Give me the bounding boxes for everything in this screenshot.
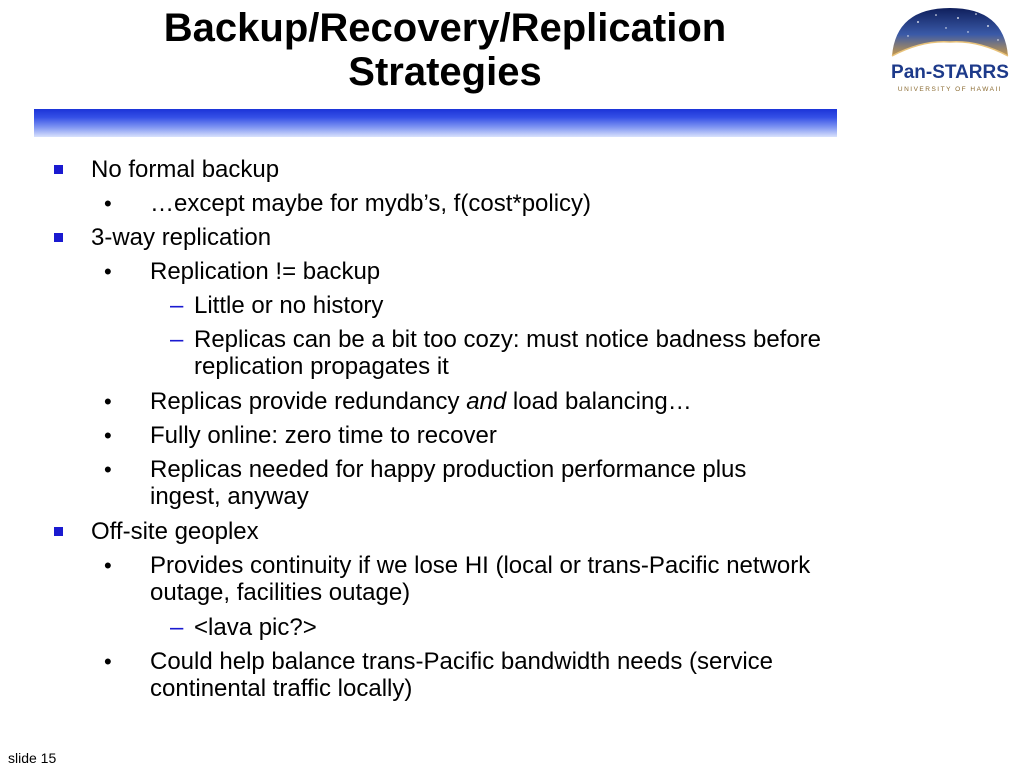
slide-number: slide 15 [8, 750, 57, 766]
dot-bullet-icon: • [104, 423, 112, 448]
bullet-text-emphasis: and [466, 388, 507, 415]
square-bullet-icon [54, 527, 63, 536]
bullet-text-line2: outage, facilities outage) [150, 579, 411, 606]
logo-wordmark: Pan-STARRS [891, 62, 1009, 83]
dot-bullet-icon: • [104, 553, 112, 578]
dot-bullet-icon: • [104, 259, 112, 284]
square-bullet-icon [54, 233, 63, 242]
bullet-item [104, 456, 747, 510]
pan-starrs-logo [888, 6, 1012, 98]
bullet-text-line2: ingest, anyway [150, 483, 309, 510]
slide-title-line1: Backup/Recovery/Replication [163, 6, 727, 50]
bullet-item [91, 518, 259, 545]
bullet-item [91, 156, 279, 183]
bullet-text: Fully online: zero time to recover [150, 422, 497, 449]
bullet-item [104, 388, 692, 415]
bullet-text-part1: Replicas provide redundancy [150, 388, 467, 415]
bullet-item [104, 190, 592, 217]
bullet-item [104, 422, 497, 449]
bullet-text-line1: Replicas needed for happy production performance plus [150, 456, 747, 483]
dash-bullet-icon: – [170, 292, 184, 319]
logo-subtitle: UNIVERSITY OF HAWAII [897, 86, 1003, 93]
bullet-item [104, 648, 774, 702]
bullet-text-line1: Provides continuity if we lose HI (local or trans-Pacific network [150, 552, 811, 579]
slide-title-line2: Strategies [348, 50, 542, 94]
bullet-text: Little or no history [194, 292, 384, 319]
dash-bullet-icon: – [170, 614, 184, 641]
dot-bullet-icon: • [104, 649, 112, 674]
bullet-text: …except maybe for mydb’s, f(cost*policy) [150, 190, 592, 217]
bullet-item [170, 326, 822, 380]
title-gradient-bar [34, 109, 837, 137]
square-bullet-icon [54, 165, 63, 174]
bullet-item [170, 614, 317, 641]
bullet-item [104, 552, 811, 606]
bullet-text: 3-way replication [91, 224, 272, 251]
bullet-text-line2: replication propagates it [194, 353, 449, 380]
bullet-text-part2: load balancing… [506, 388, 692, 415]
dot-bullet-icon: • [104, 191, 112, 216]
bullet-text-line2: continental traffic locally) [150, 675, 413, 702]
bullet-item [104, 258, 381, 285]
dot-bullet-icon: • [104, 457, 112, 482]
dash-bullet-icon: – [170, 326, 184, 353]
bullet-text-line1: Could help balance trans-Pacific bandwidth needs (service [150, 648, 774, 675]
bullet-text: Replication != backup [150, 258, 381, 285]
dot-bullet-icon: • [104, 389, 112, 414]
bullet-text: <lava pic?> [194, 614, 317, 641]
slide-title [60, 6, 830, 94]
bullet-item [91, 224, 271, 251]
bullet-text: Off-site geoplex [91, 518, 259, 545]
bullet-text: No formal backup [91, 156, 280, 183]
bullet-text-line1: Replicas can be a bit too cozy: must notice badness before [194, 326, 822, 353]
bullet-item [170, 292, 384, 319]
